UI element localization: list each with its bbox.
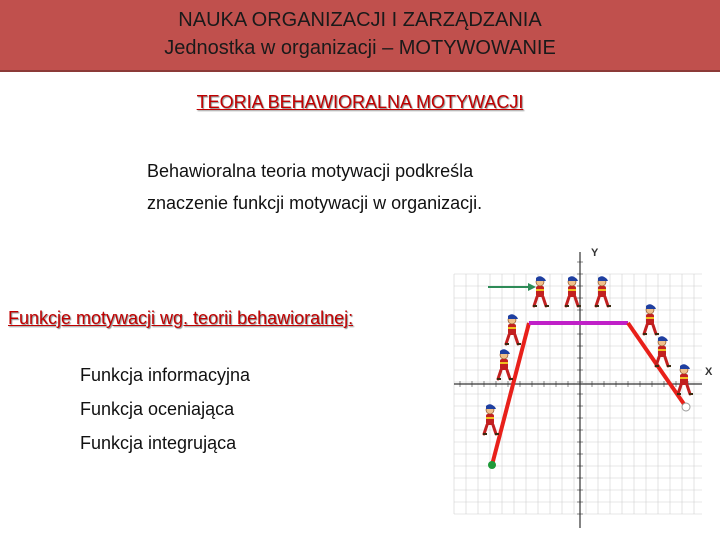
grid	[454, 262, 702, 514]
slide-header	[0, 0, 720, 72]
description-line-1: Behawioralna teoria motywacji podkreśla	[147, 161, 474, 181]
end-point	[682, 403, 690, 411]
function-item-oceniajaca: Funkcja oceniająca	[80, 399, 235, 419]
climbing-figures	[483, 276, 693, 434]
climbing-figure-icon	[533, 276, 549, 306]
climbing-figure-icon	[505, 314, 521, 344]
motivation-illustration	[452, 244, 718, 530]
description-line-2: znaczenie funkcji motywacji w organizacji.	[147, 193, 483, 213]
climbing-figure-icon	[643, 304, 659, 334]
climbing-figure-icon	[595, 276, 611, 306]
climbing-figure-icon	[483, 404, 499, 434]
header-subtitle: Jednostka w organizacji – MOTYWOWANIE	[164, 37, 556, 59]
progress-arrow-icon	[488, 283, 536, 291]
slide-subtitle: TEORIA BEHAWIORALNA MOTYWACJI	[196, 92, 524, 112]
y-axis-label: Y	[591, 247, 599, 259]
x-axis-label: X	[705, 366, 713, 378]
climbing-figure-icon	[677, 364, 693, 394]
climbing-figure-icon	[655, 336, 671, 366]
function-item-informacyjna: Funkcja informacyjna	[80, 365, 251, 385]
climbing-figure-icon	[565, 276, 581, 306]
function-item-integrujaca: Funkcja integrująca	[80, 433, 237, 453]
description	[147, 155, 482, 219]
header-title: NAUKA ORGANIZACJI I ZARZĄDZANIA	[178, 9, 542, 31]
functions-list	[80, 358, 250, 460]
start-point	[488, 461, 496, 469]
functions-title: Funkcje motywacji wg. teorii behawioralnej:	[8, 308, 354, 328]
climbing-figure-icon	[497, 349, 513, 379]
